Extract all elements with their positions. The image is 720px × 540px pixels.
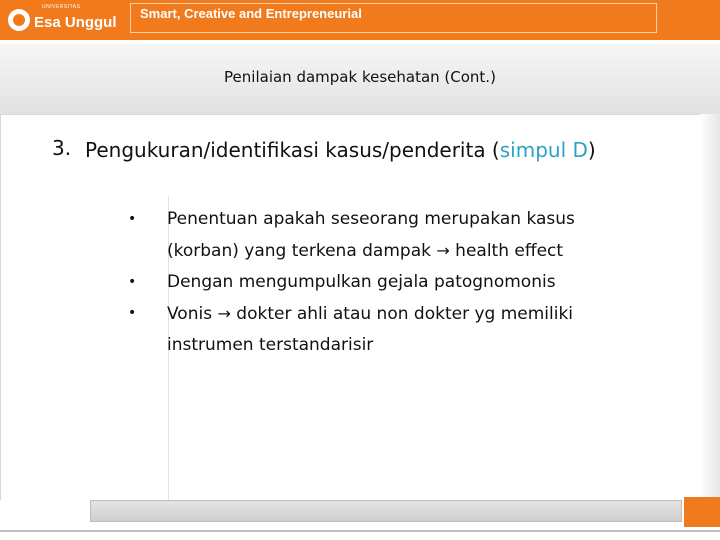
heading-text: Pengukuran/identifikasi kasus/penderita ( bbox=[85, 138, 500, 162]
bullet-text: Dengan mengumpulkan gejala patognomonis bbox=[167, 272, 556, 292]
bullet-dot-icon: • bbox=[128, 211, 137, 227]
header-bar bbox=[0, 0, 720, 40]
bullet-list bbox=[124, 204, 644, 361]
bullet-item bbox=[124, 204, 644, 267]
arrow-icon: → bbox=[436, 241, 450, 260]
logo-small-text: UNIVERSITAS bbox=[42, 4, 81, 10]
tagline: Smart, Creative and Entrepreneurial bbox=[140, 6, 362, 21]
logo-emblem-icon bbox=[8, 9, 30, 31]
bullet-dot-icon: • bbox=[128, 274, 137, 290]
item-number: 3. bbox=[52, 136, 72, 160]
footer-bar bbox=[90, 500, 682, 522]
content-frame-shadow bbox=[700, 114, 720, 500]
bullet-text: Vonis bbox=[167, 304, 218, 324]
bullet-text-cont: dokter ahli atau non dokter yg memiliki instrumen terstandarisir bbox=[167, 304, 574, 355]
footer-line bbox=[0, 530, 720, 532]
heading-accent: simpul D bbox=[499, 138, 588, 162]
bullet-text: Penentuan apakah seseorang merupakan kasus (korban) yang terkena dampak bbox=[167, 209, 575, 261]
bullet-dot-icon: • bbox=[128, 305, 137, 321]
heading-close: ) bbox=[587, 138, 596, 162]
footer-accent bbox=[684, 497, 720, 527]
logo-name: Esa Unggul bbox=[34, 13, 117, 31]
arrow-icon: → bbox=[217, 304, 231, 323]
slide-title: Penilaian dampak kesehatan (Cont.) bbox=[224, 68, 496, 86]
bullet-text-cont: health effect bbox=[449, 241, 564, 261]
bullet-item bbox=[124, 267, 644, 298]
bullet-item bbox=[124, 298, 644, 361]
item-heading bbox=[85, 136, 665, 165]
university-logo bbox=[8, 4, 130, 36]
